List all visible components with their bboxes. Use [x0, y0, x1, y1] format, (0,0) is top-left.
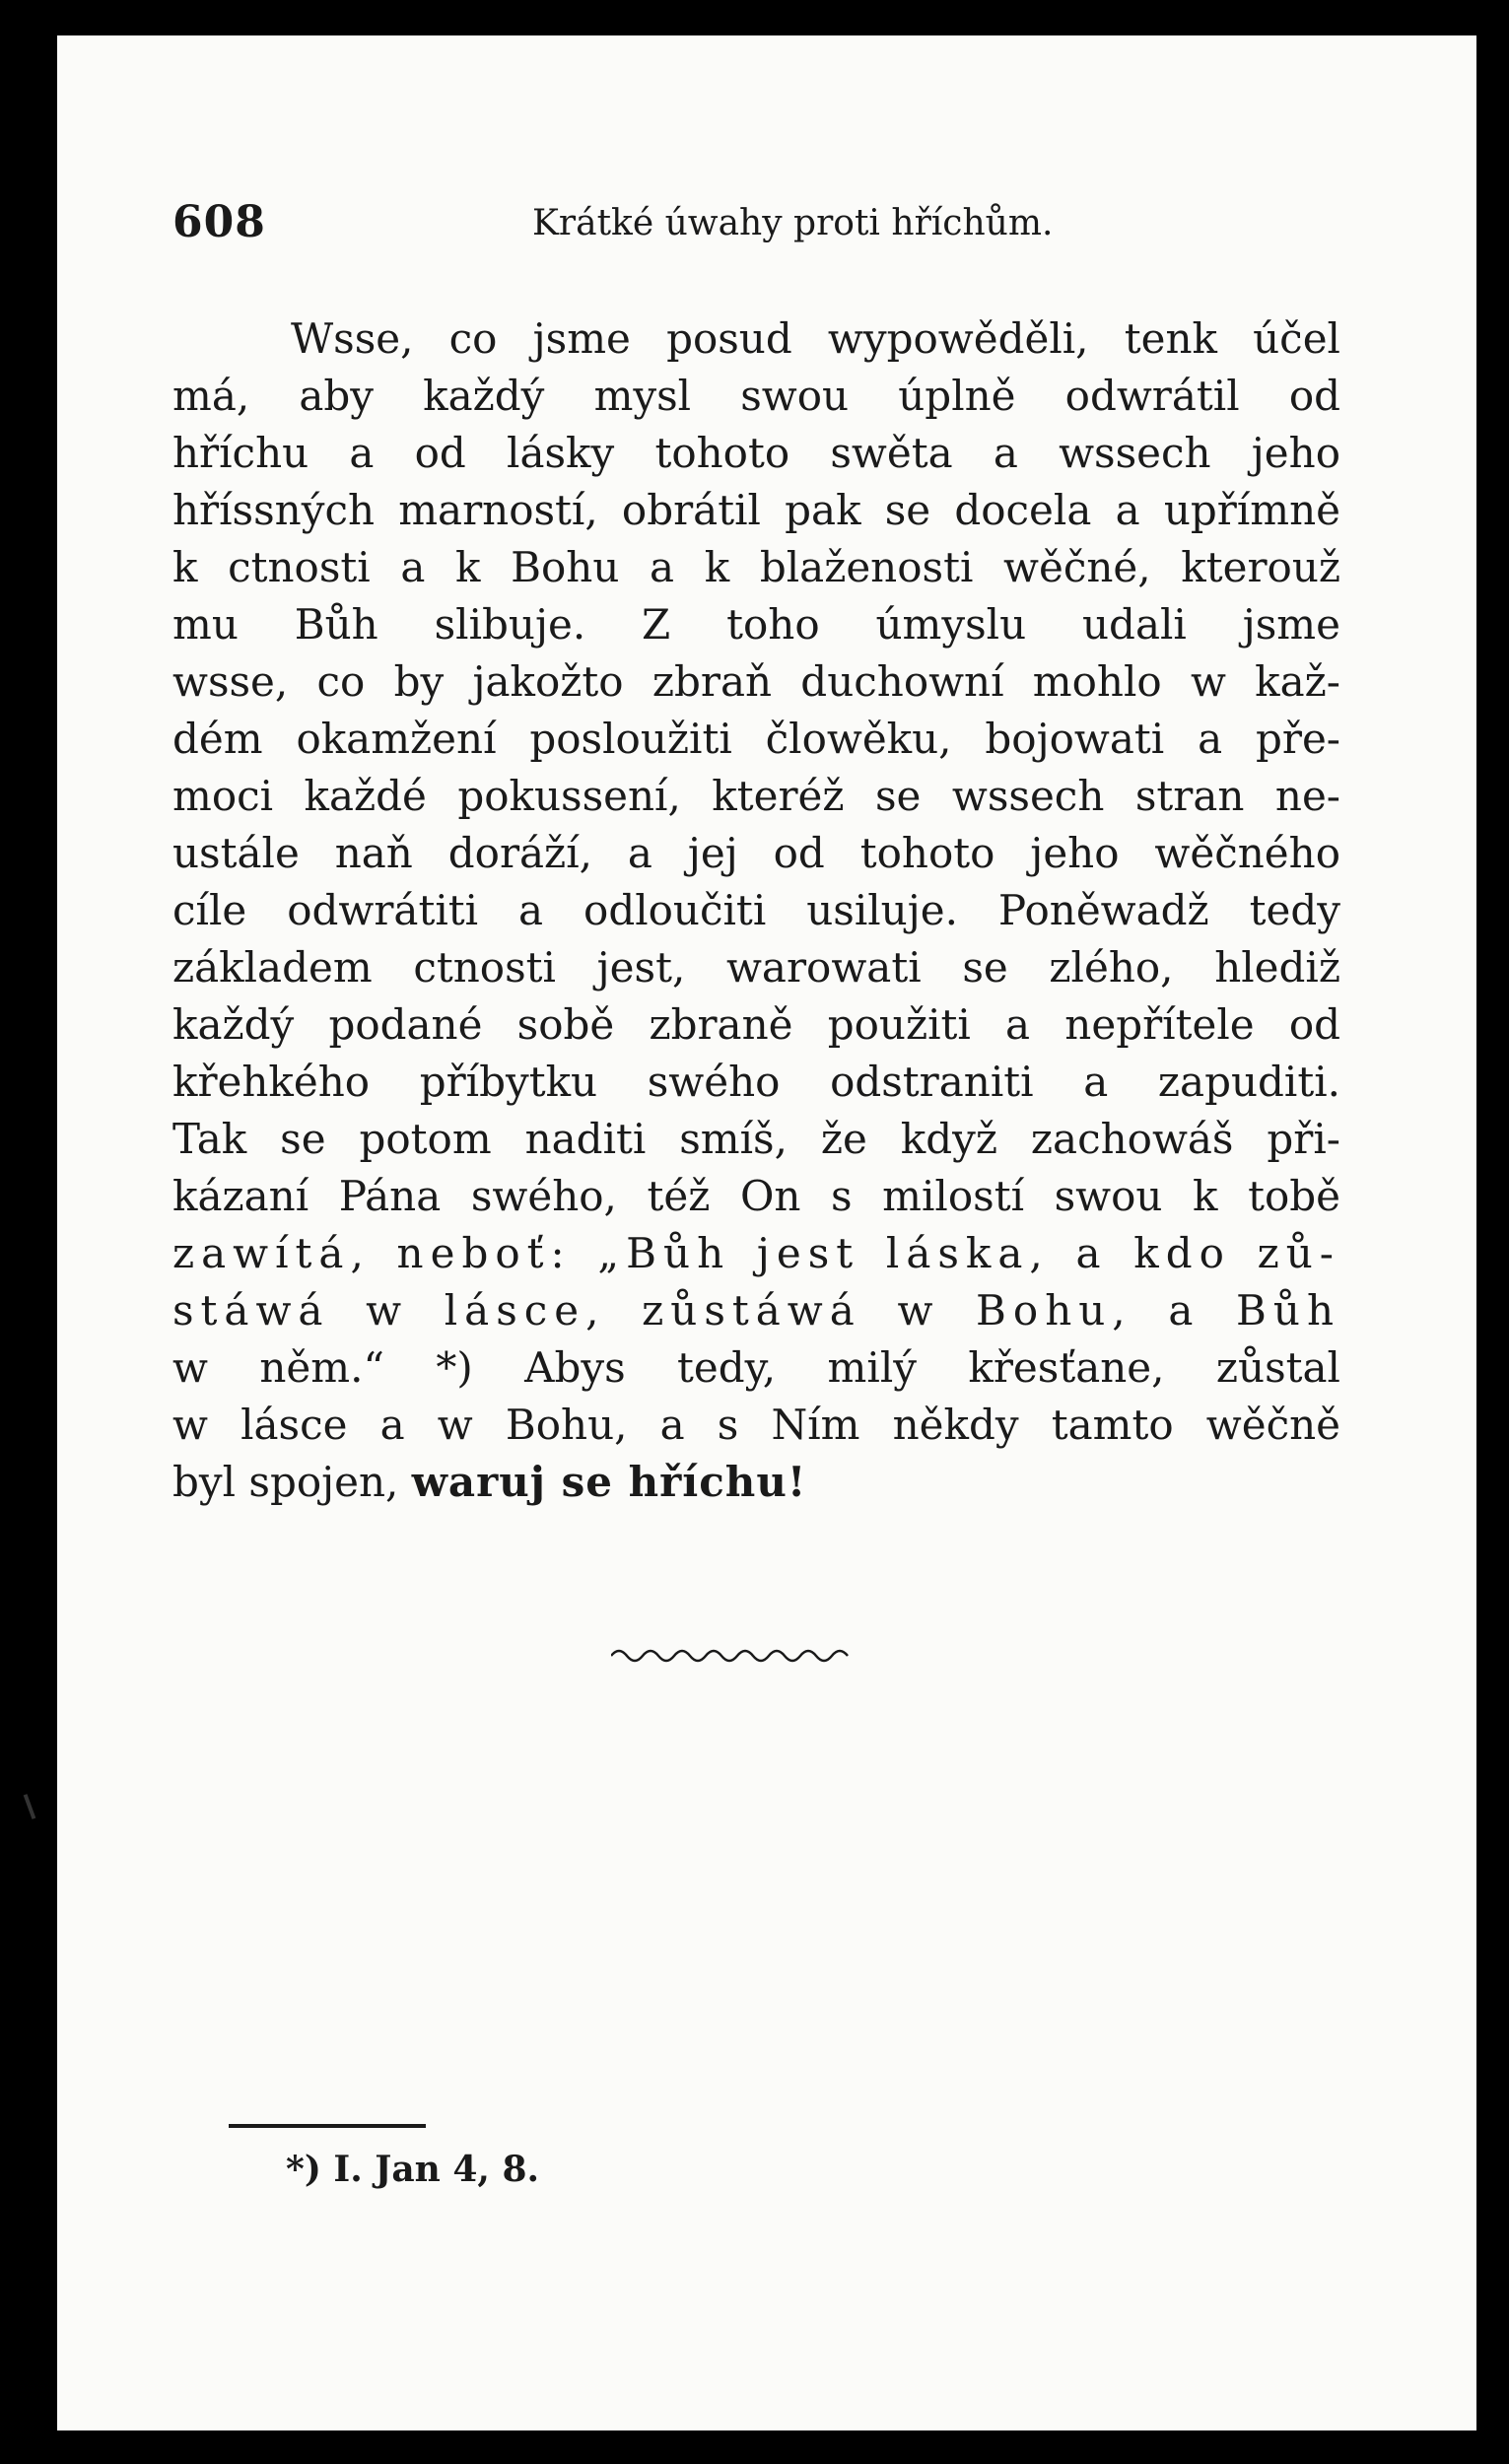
text-line-spaced: stáwá w lásce, zůstáwá w Bohu, a Bůh	[172, 1286, 1340, 1335]
emphasized-warning: waruj se hříchu!	[411, 1458, 807, 1506]
text-line: křehkého příbytku swého odstraniti a zapuditi.	[172, 1058, 1340, 1106]
text-line-spaced: zawítá, neboť: „Bůh jest láska, a kdo zů-	[172, 1229, 1340, 1277]
wavy-divider-ornament	[611, 1641, 907, 1671]
body-paragraph	[172, 310, 1340, 1511]
text-line: k ctnosti a k Bohu a k blaženosti wěčné, kterouž	[172, 543, 1340, 591]
text-line: základem ctnosti jest, warowati se zlého, hlediž	[172, 943, 1340, 992]
footnote-rule	[229, 2124, 426, 2128]
page-number: 608	[172, 197, 266, 247]
text-line: moci každé pokussení, kteréž se wssech stran ne-	[172, 772, 1340, 820]
text-line: hříssných marností, obrátil pak se docela a upřímně	[172, 486, 1340, 534]
text-line: Wsse, co jsme posud wypowěděli, tenk účel	[291, 314, 1340, 363]
text-line: Tak se potom naditi smíš, že když zachowáš při-	[172, 1115, 1340, 1163]
text-line: dém okamžení posloužiti člowěku, bojowati a pře-	[172, 715, 1340, 763]
text-line: kázaní Pána swého, též On s milostí swou k tobě	[172, 1172, 1340, 1220]
running-title: Krátké úwahy proti hříchům.	[532, 203, 1054, 243]
text-line-final	[172, 1454, 1340, 1511]
text-line: w něm.“ *) Abys tedy, milý křesťane, zůstal	[172, 1343, 1340, 1392]
text-line: má, aby každý mysl swou úplně odwrátil od	[172, 372, 1340, 420]
running-head	[172, 197, 1060, 256]
text-line: mu Bůh slibuje. Z toho úmyslu udali jsme	[172, 600, 1340, 649]
text-line: wsse, co by jakožto zbraň duchowní mohlo w kaž-	[172, 657, 1340, 706]
text-line: hříchu a od lásky tohoto swěta a wssech jeho	[172, 429, 1340, 477]
text-line: w lásce a w Bohu, a s Ním někdy tamto wěčně	[172, 1401, 1340, 1449]
text-line: každý podané sobě zbraně použiti a nepřítele od	[172, 1000, 1340, 1049]
text-line: cíle odwrátiti a odloučiti usiluje. Poněwadž tedy	[172, 886, 1340, 934]
final-line-text: byl spojen,	[172, 1458, 412, 1506]
footnote: *) I. Jan 4, 8.	[286, 2149, 540, 2190]
text-line: ustále naň doráží, a jej od tohoto jeho wěčného	[172, 829, 1340, 877]
